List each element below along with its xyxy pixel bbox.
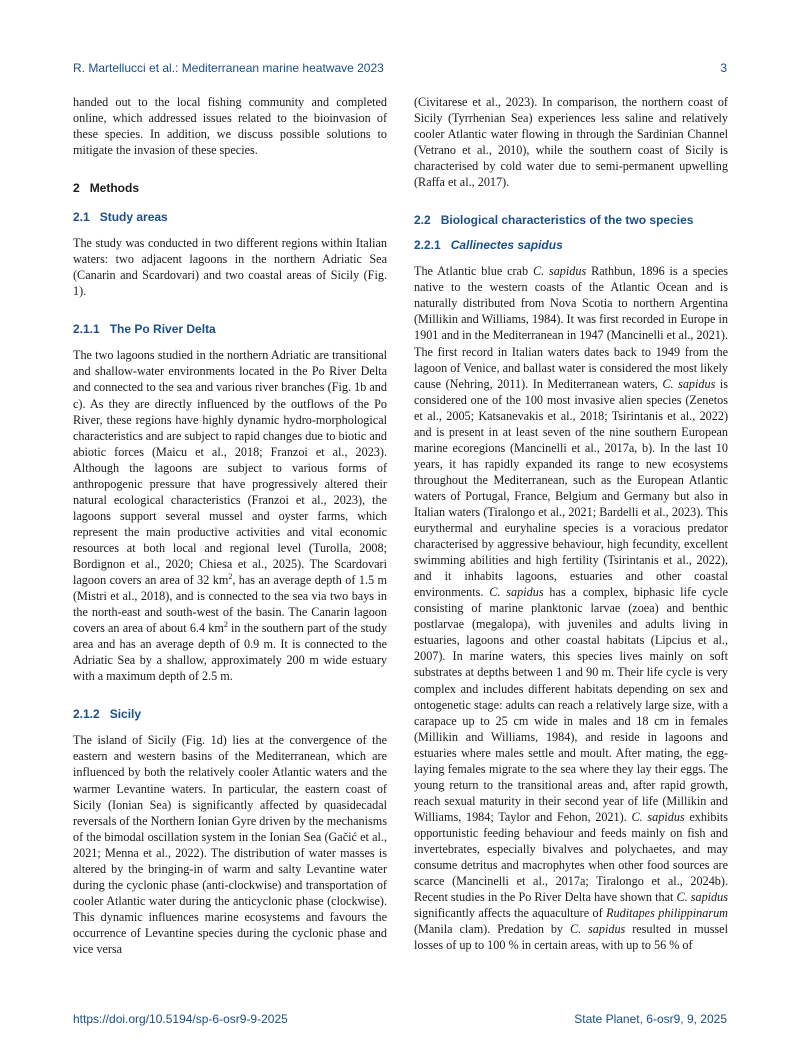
subsection-heading-study-areas	[73, 210, 387, 224]
subsubsection-number: 2.1.1	[73, 322, 100, 337]
subsubsection-title: The Po River Delta	[109, 322, 216, 337]
subsubsection-title: Callinectes sapidus	[450, 238, 563, 253]
journal-citation: State Planet, 6-osr9, 9, 2025	[574, 1012, 727, 1026]
running-header	[73, 61, 727, 77]
section-number: 2	[73, 181, 80, 196]
subsection-title: Study areas	[99, 210, 168, 225]
subsection-number: 2.1	[73, 210, 90, 225]
page-footer	[73, 1012, 727, 1028]
subsection-title: Biological characteristics of the two species	[440, 213, 694, 228]
subsection-heading-biological	[414, 213, 728, 227]
intro-paragraph-end: handed out to the local fishing community and completed online, which addressed issues related to the bioinvasion of these species. In addition, we discuss possible solutions to mitigate the invasion of these species.	[73, 95, 387, 158]
subsubsection-number: 2.2.1	[414, 238, 441, 253]
po-delta-paragraph: The two lagoons studied in the northern Adriatic are transitional and shallow-water environments located in the Po River Delta and connected to the sea and various river branches (Fig. 1b and c). As they are directly influenced by the outflows of the Po River, these regions have highly dynamic hydro-morphological characteristics and are subject to rapid changes due to biotic and abiotic forces (Maicu et al., 2018; Franzoi et al., 2023). Although the lagoons are subject to various forms of anthropogenic pressure that have progressively altered their natural ecological characteristics (Franzoi et al., 2023), the lagoons support several mussel and oyster farms, which represent the main productive activities and vital economic resources at both local and regional level (Turolla, 2008; Bordignon et al., 2020; Chiesa et al., 2025). The Scardovari lagoon covers an area of 32 $km^2$, has an average depth of 1.5 m (Mistri et al., 2018), and is connected to the sea via two bays in the north-east and south-west of the basin. The Canarin lagoon covers an area of about 6.4 $km^2$ in the southern part of the study area and has an average depth of 0.9 m. It is connected to the Adriatic Sea by a shallow, approximately 200 m wide estuary with a maximum depth of 2.5 m.	[73, 348, 387, 684]
subsubsection-number: 2.1.2	[73, 707, 100, 722]
section-heading-methods	[73, 181, 387, 195]
subsection-number: 2.2	[414, 213, 431, 228]
subsubsection-heading-po-delta	[73, 322, 387, 336]
subsubsection-title: Sicily	[109, 707, 142, 722]
running-title: R. Martellucci et al.: Mediterranean marine heatwave 2023	[73, 61, 384, 75]
subsubsection-heading-sicily	[73, 707, 387, 721]
doi-link[interactable]: https://doi.org/10.5194/sp-6-osr9-9-2025	[73, 1012, 288, 1026]
section-title: Methods	[89, 181, 140, 196]
sicily-paragraph-continued: (Civitarese et al., 2023). In comparison, the northern coast of Sicily (Tyrrhenian Sea) experiences less saline and relatively cooler Atlantic water flowing in through the Sardinian Channel (Vetrano et al., 2010), while the southern coast of Sicily is characterised by cold water due to semi-permanent upwelling (Raffa et al., 2017).	[414, 95, 728, 190]
right-column	[414, 94, 728, 953]
page-number: 3	[720, 61, 727, 75]
subsubsection-heading-callinectes	[414, 238, 728, 252]
study-areas-paragraph: The study was conducted in two different regions within Italian waters: two adjacent lagoons in the northern Adriatic Sea (Canarin and Scardovari) and two coastal areas of Sicily (Fig. 1).	[73, 236, 387, 299]
sicily-paragraph: The island of Sicily (Fig. 1d) lies at the convergence of the eastern and western basins of the Mediterranean, which are influenced by both the relatively cooler Atlantic waters and the warmer Levantine waters. In particular, the eastern coast of Sicily (Ionian Sea) is significantly affected by quasidecadal reversals of the Northern Ionian Gyre driven by the mechanisms of the bimodal oscillation system in the Ionian Sea (Gačić et al., 2021; Menna et al., 2022). The distribution of water masses is altered by the bringing-in of warm and salty Levantine water during the cyclonic phase (anti-clockwise) and transportation of cooler Atlantic water during the anticyclonic phase (clockwise). This dynamic influences marine ecosystems and favours the occurrence of Levantine species during the cyclonic phase and vice versa	[73, 733, 387, 956]
callinectes-paragraph: The Atlantic blue crab C. sapidus Rathbun, 1896 is a species native to the western coasts of the Atlantic Ocean and is naturally distributed from Nova Scotia to northern Argentina (Millikin and Williams, 1984). It was first recorded in Europe in 1901 and in the Mediterranean in 1947 (Mancinelli et al., 2021). The first record in Italian waters dates back to 1949 from the lagoon of Venice, and ballast water is considered the most likely cause (Nehring, 2011). In Mediterranean waters, C. sapidus is considered one of the 100 most invasive alien species (Zenetos et al., 2005; Katsanevakis et al., 2018; Tsirintanis et al., 2022) and is present in at least seven of the nine southern European marine ecoregions (Mancinelli et al., 2017a, b). In the last 10 years, it has rapidly expanded its range to new ecosystems throughout the Mediterranean, such as the European Atlantic waters of Portugal, France, Belgium and Germany but also in Italian waters (Tiralongo et al., 2021; Bardelli et al., 2023). This eurythermal and euryhaline species is a voracious predator characterised by aggressive behaviour, high fecundity, excellent swimming abilities and high fertility (Tsirintanis et al., 2022), and it inhabits lagoons, estuaries and other coastal environments. C. sapidus has a complex, biphasic life cycle consisting of marine planktonic larvae (zoea) and benthic postlarvae (megalopa), with juveniles and adults living in estuaries, lagoons and other coastal habitats (Lipcius et al., 2007). In marine waters, this species lives mainly on soft substrates at depths between 1 and 90 m. Their life cycle is very complex and includes different habitats depending on sex and ontogenetic stage: adults can reach a relatively large size, with a carapace up to 25 cm wide in males and 18 cm in females (Millikin and Williams, 1984), and reside in lagoons and estuaries where males settle and moult. After mating, the egg-laying females migrate to the sea where they lay their eggs. The young return to the transitional areas and, after rapid growth, reach sexual maturity in their second year of life (Millikin and Williams, 1984; Taylor and Fehon, 2021). C. sapidus exhibits opportunistic feeding behaviour and feeds mainly on fish and invertebrates, especially bivalves and polychaetes, and may consume detritus and macrophytes when other food sources are scarce (Mancinelli et al., 2017a; Tiralongo et al., 2024b). Recent studies in the Po River Delta have shown that C. sapidus significantly affects the aquaculture of Ruditapes philippinarum (Manila clam). Predation by C. sapidus resulted in mussel losses of up to 100 % in certain areas, with up to 56 % of	[414, 264, 728, 953]
left-column	[73, 94, 387, 957]
